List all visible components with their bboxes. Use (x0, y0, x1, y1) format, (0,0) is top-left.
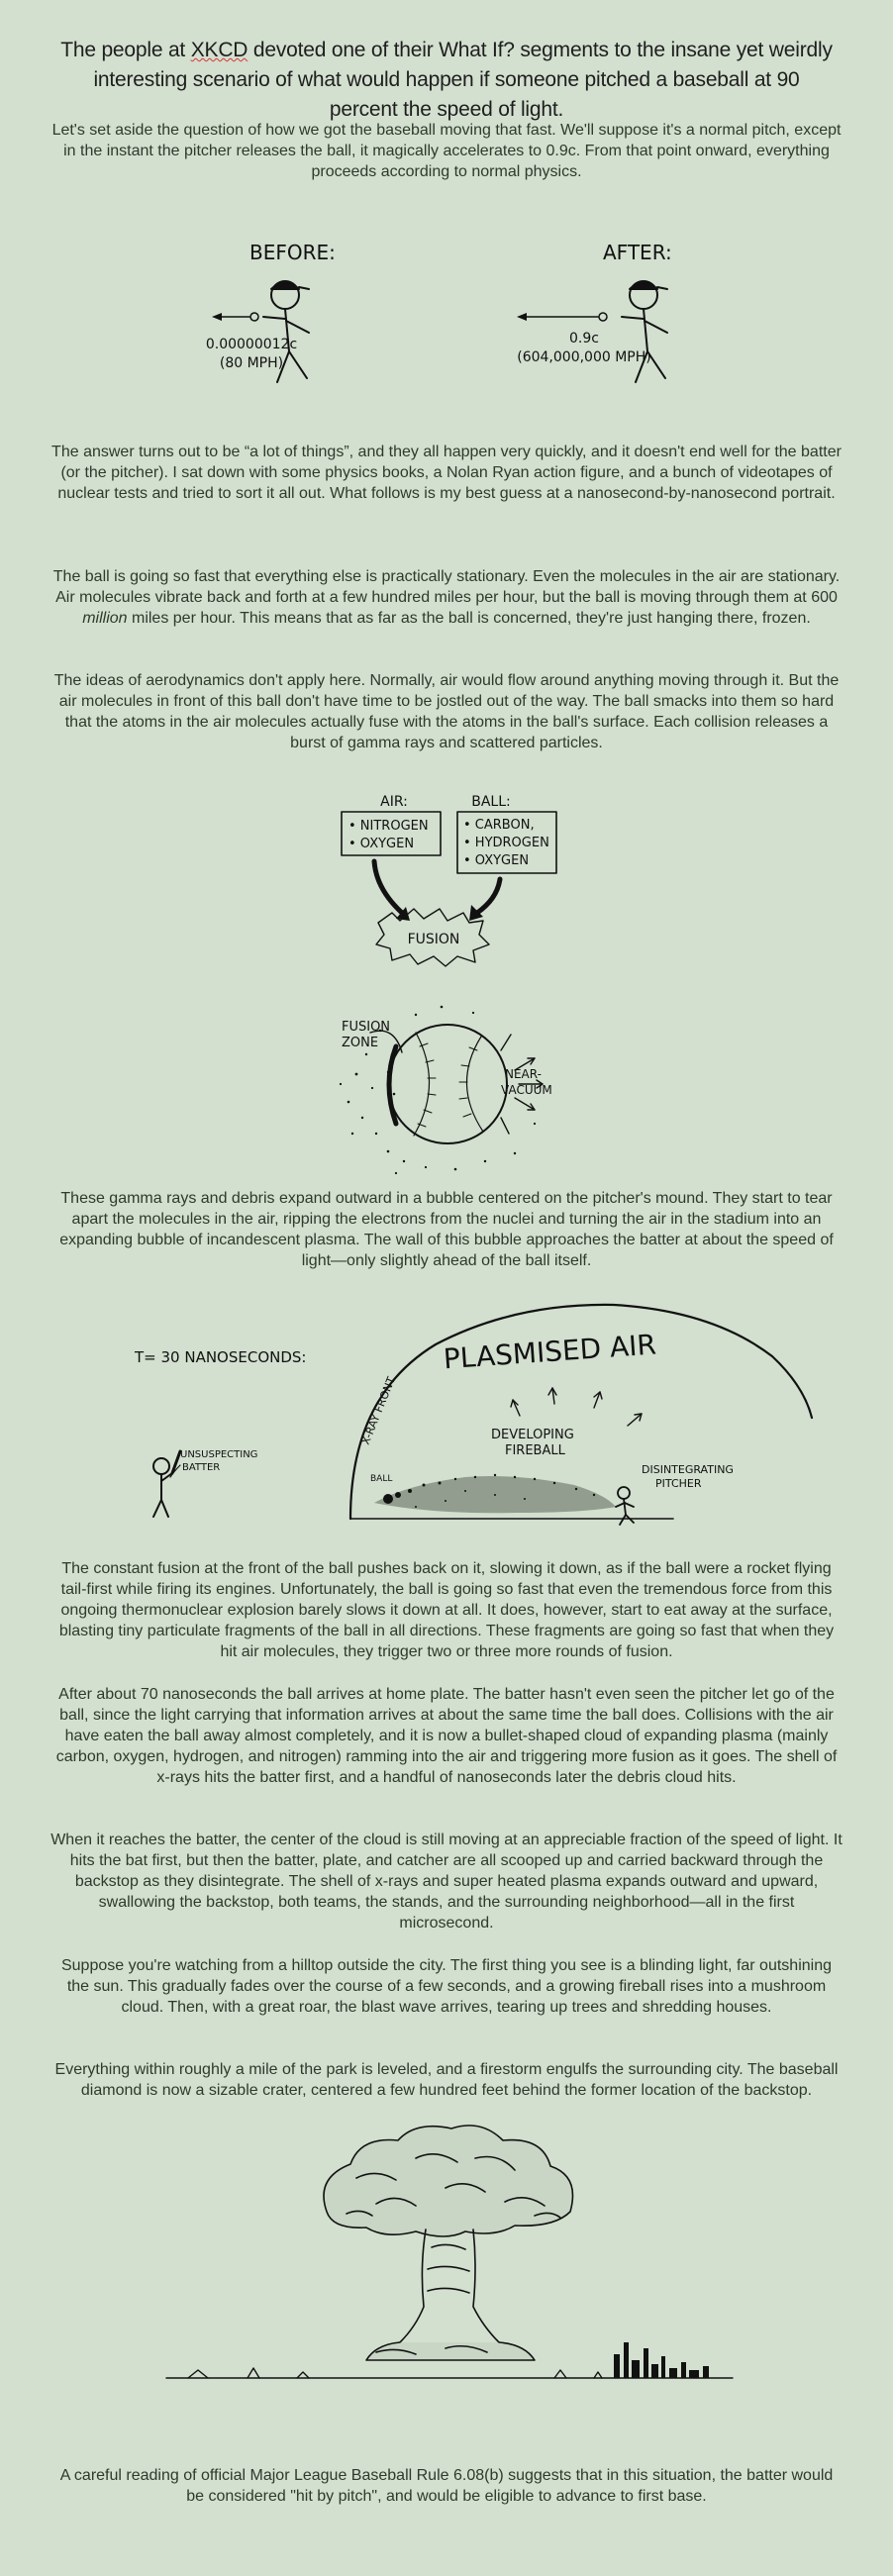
fast-ball-motion (517, 313, 607, 321)
fireball-arrows (511, 1388, 642, 1426)
paragraph-stationary (50, 566, 843, 629)
pitcher-label-2: PITCHER (655, 1477, 702, 1490)
paragraph-hilltop-view: Suppose you're watching from a hilltop outside the city. The first thing you see is a blinding light, far outshining the sun. This gradually fades over the course of a few seconds, and a growing fireball rises into a mushroom cloud. Then, with a great roar, the blast wave arrives, tearing up trees and shredding houses. (60, 1957, 832, 2016)
batter-figure (153, 1451, 180, 1517)
xray-front-label: X-RAY FRONT (358, 1374, 398, 1447)
baseball (388, 1025, 507, 1143)
pitcher-label-1: DISINTEGRATING (642, 1463, 734, 1476)
batter-label-2: BATTER (182, 1462, 221, 1473)
plasma-bubble-comic (0, 1297, 893, 1535)
city-skyline (614, 2342, 709, 2378)
fireball-label-2: FIREBALL (505, 1443, 565, 1458)
near-vacuum-label-1: NEAR- (505, 1067, 542, 1081)
air-label: AIR: (380, 794, 408, 810)
mushroom-cloud-illustration (0, 2119, 893, 2435)
fusion-zone-illustration (0, 985, 893, 1183)
paragraph-batter-impact: When it reaches the batter, the center of the cloud is still moving at an appreciable fraction of the speed of light. It hits the bat first, but then the batter, plate, and catcher are all scooped up and carried backward through the backstop as they disintegrate. The shell of x-rays and super heated plasma expands outward and upward, swallowing the backstop, both teams, the stands, and the surrounding neighborhood—all in the first microsecond. (50, 1832, 843, 1932)
after-speed: 0.9c (569, 331, 599, 347)
fusion-diagram (0, 782, 893, 970)
before-speed: 0.00000012c (205, 337, 298, 352)
mushroom-cap (324, 2126, 573, 2236)
paragraph-fusion-slowdown: The constant fusion at the front of the ball pushes back on it, slowing it down, as if the ball were a rocket flying tail-first while firing its engines. Unfortunately, the ball is going so fast that even the tremendous force from this ongoing thermonuclear explosion barely slows it down at all. It does, however, start to eat away at the surface, blasting tiny particulate fragments of the ball in all directions. These fragments are going so fast that when they hit air molecules, they trigger two or three more rounds of fusion. (58, 1560, 835, 1660)
pitch-comparison-comic (0, 228, 893, 426)
before-label: BEFORE: (249, 241, 336, 264)
fast-pitcher-figure (622, 281, 667, 382)
fusion-zone-label-2: ZONE (342, 1036, 379, 1050)
after-mph: (604,000,000 MPH) (517, 349, 651, 365)
stationary-text-after: miles per hour. This means that as far as the ball is concerned, they're just hanging there, frozen. (127, 610, 811, 627)
air-item-oxygen: • OXYGEN (348, 837, 415, 851)
fireball-label-1: DEVELOPING (491, 1428, 574, 1442)
xkcd-word: XKCD (190, 39, 248, 61)
ball-item-carbon: • CARBON, (463, 818, 535, 833)
ball-item-hydrogen: • HYDROGEN (463, 836, 549, 850)
paragraph-hit-by-pitch: A careful reading of official Major League Baseball Rule 6.08(b) suggests that in this situation, the batter would be considered "hit by pitch", and would be eligible to advance to first base. (59, 2467, 834, 2505)
ball-label: BALL: (471, 794, 511, 810)
air-item-nitrogen: • NITROGEN (348, 819, 429, 834)
after-label: AFTER: (603, 241, 672, 264)
paragraph-answer: The answer turns out to be “a lot of things”, and they all happen very quickly, and it doesn't end well for the batter (or the pitcher). I sat down with some physics books, a Nolan Ryan action figure, and a bunch of videotapes of nuclear tests and tried to sort it all out. What follows is my best guess at a nanosecond-by-nanosecond portrait. (51, 444, 842, 502)
debris-cloud (374, 1474, 616, 1513)
slow-ball-motion (212, 313, 258, 321)
paragraph-crater: Everything within roughly a mile of the park is leveled, and a firestorm engulfs the surrounding city. The baseball diamond is now a sizable crater, centered a few hundred feet behind the former location of the backstop. (54, 2061, 839, 2099)
batter-label-1: UNSUSPECTING (180, 1449, 258, 1460)
ball-item-oxygen: • OXYGEN (463, 853, 530, 868)
paragraph-home-plate: After about 70 nanoseconds the ball arrives at home plate. The batter hasn't even seen the pitcher let go of the ball, since the light carrying that information arrives at about the same time the ball does. Collisions with the air have eaten the ball away almost completely, and it is now a bullet-shaped cloud of expanding plasma (mainly carbon, oxygen, hydrogen, and nitrogen) ramming into the air and triggering more fusion as it goes. The shell of x-rays hits the batter first, and a handful of nanoseconds later the debris cloud hits. (55, 1686, 838, 1786)
fusion-arrows (374, 861, 500, 921)
time-label: T= 30 NANOSECONDS: (135, 1348, 307, 1366)
paragraph-plasma-bubble: These gamma rays and debris expand outward in a bubble centered on the pitcher's mound. They start to tear apart the molecules in the air, ripping the electrons from the nuclei and turning the air in the stadium into an expanding bubble of incandescent plasma. The wall of this bubble approaches the batter at about the speed of light—only slightly ahead of the ball itself. (59, 1190, 834, 1269)
paragraph-setup: Let's set aside the question of how we got the baseball moving that fast. We'll suppose it's a normal pitch, except in the instant the pitcher releases the ball, it magically accelerates to 0.9c. From that point onward, everything proceeds according to normal physics. (51, 122, 842, 180)
intro-text-before: The people at (60, 39, 191, 61)
plasmised-air-label: PLASMISED AIR (442, 1328, 657, 1376)
intro-text-after: devoted one of their What If? segments to the insane yet weirdly interesting scenario of what would happen if someone pitched a baseball at 90 percent the speed of light. (93, 39, 833, 121)
stationary-text-before: The ball is going so fast that everything else is practically stationary. Even the molecules in the air are stationary. Air molecules vibrate back and forth at a few hundred miles per hour, but the ball is moving through them at 600 (52, 568, 841, 606)
stationary-emphasis: million (82, 610, 128, 627)
paragraph-aerodynamics: The ideas of aerodynamics don't apply here. Normally, air would flow around anything moving through it. But the air molecules in front of this ball don't have time to be jostled out of the way. The ball smacks into them so hard that the atoms in the air molecules actually fuse with the atoms in the ball's surface. Each collision releases a burst of gamma rays and scattered particles. (53, 672, 840, 751)
fusion-zone-label-1: FUSION (342, 1020, 391, 1035)
fusion-result-label: FUSION (407, 932, 460, 947)
near-vacuum-label-2: VACUUM (501, 1083, 552, 1097)
mushroom-stem (366, 2229, 535, 2360)
before-mph: (80 MPH) (219, 355, 284, 371)
ball-label-small: BALL (370, 1474, 393, 1484)
intro-heading (59, 36, 834, 125)
